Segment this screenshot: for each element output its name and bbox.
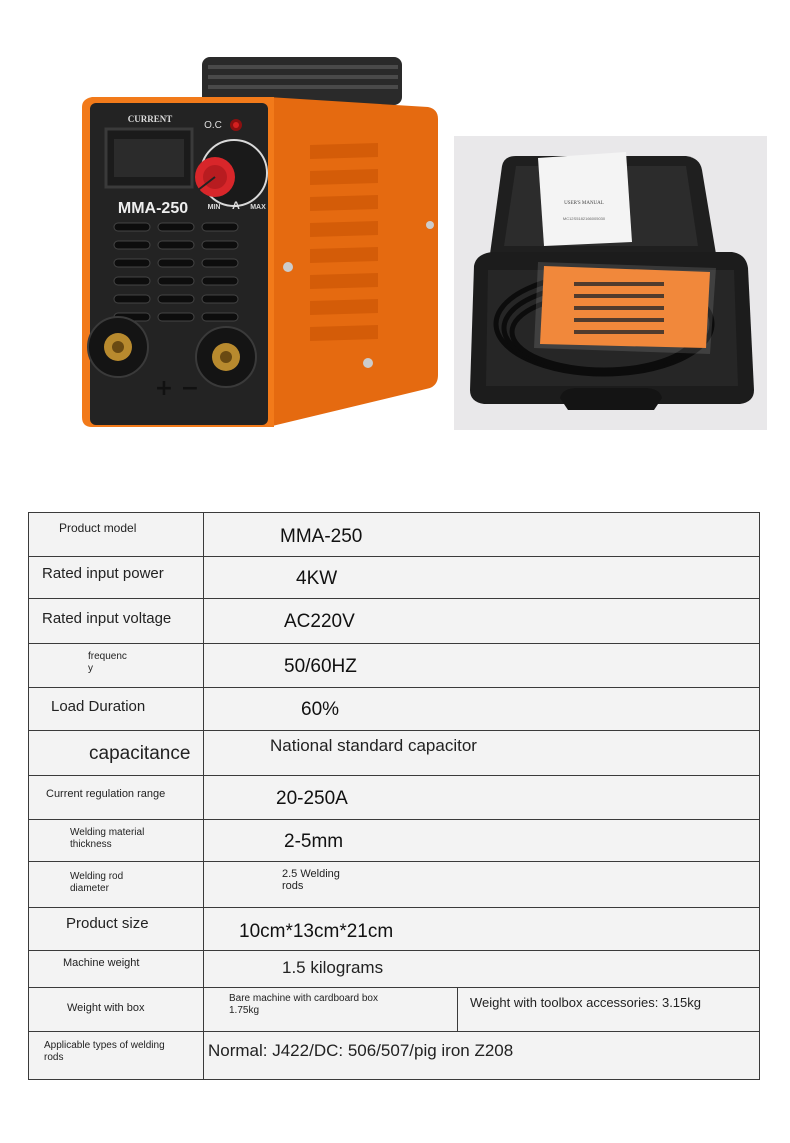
dial-max: MAX bbox=[250, 204, 266, 211]
table-row bbox=[29, 731, 760, 776]
spec-value-line1: 2.5 Welding bbox=[282, 867, 340, 880]
spec-value: 1.5 kilograms bbox=[282, 958, 384, 977]
spec-label-line2: y bbox=[88, 662, 93, 674]
terminal-negative bbox=[196, 327, 256, 387]
toolbox-photo bbox=[454, 136, 767, 430]
spec-label-line2: rods bbox=[44, 1051, 64, 1063]
spec-value-b: Weight with toolbox accessories: 3.15kg bbox=[470, 995, 701, 1010]
screw bbox=[363, 358, 373, 368]
spec-label-line2: thickness bbox=[70, 838, 112, 850]
spec-value: 20-250A bbox=[276, 787, 348, 809]
spec-label: Current regulation range bbox=[46, 787, 166, 800]
table-row bbox=[29, 513, 760, 557]
spec-label: Rated input voltage bbox=[42, 609, 172, 627]
welder-in-case bbox=[534, 262, 716, 354]
dial-min: MIN bbox=[207, 204, 221, 211]
screw bbox=[283, 262, 293, 272]
spec-value: 50/60HZ bbox=[284, 655, 357, 677]
screw bbox=[426, 221, 434, 229]
table-row bbox=[29, 644, 760, 688]
spec-label-line1: frequenc bbox=[88, 650, 127, 662]
case-handle bbox=[560, 388, 662, 410]
spec-value: National standard capacitor bbox=[270, 736, 477, 755]
terminal-positive bbox=[88, 317, 148, 377]
spec-value: MMA-250 bbox=[280, 525, 363, 547]
spec-label: Load Duration bbox=[51, 697, 146, 715]
spec-table bbox=[28, 512, 760, 1080]
panel-model: MMA-250 bbox=[117, 200, 189, 217]
spec-value: 10cm*13cm*21cm bbox=[239, 921, 394, 942]
indicator-label: O.C bbox=[204, 120, 222, 131]
table-row bbox=[29, 1032, 760, 1080]
terminal-plus-label: + bbox=[154, 376, 174, 401]
spec-value: AC220V bbox=[284, 611, 355, 632]
spec-value: 4KW bbox=[296, 567, 338, 589]
table-row bbox=[29, 557, 760, 599]
welder-photo bbox=[78, 55, 440, 430]
table-row bbox=[29, 776, 760, 820]
spec-value: 60% bbox=[301, 699, 340, 720]
spec-label: Machine weight bbox=[63, 957, 140, 969]
user-manual bbox=[538, 152, 632, 246]
manual-title: USER'S MANUAL bbox=[564, 201, 604, 206]
panel-brand: CURRENT bbox=[127, 114, 173, 124]
table-row bbox=[29, 988, 760, 1032]
spec-label-line1: Welding rod bbox=[70, 870, 124, 882]
spec-label-line1: Applicable types of welding bbox=[44, 1039, 165, 1051]
spec-label: Product model bbox=[59, 520, 137, 535]
table-row bbox=[29, 688, 760, 731]
table-row bbox=[29, 862, 760, 908]
spec-label: Rated input power bbox=[42, 565, 164, 582]
table-row bbox=[29, 820, 760, 862]
spec-label: capacitance bbox=[89, 743, 191, 764]
table-row bbox=[29, 908, 760, 951]
spec-value-line2: rods bbox=[282, 879, 304, 892]
spec-value-a-line1: Bare machine with cardboard box bbox=[229, 992, 378, 1004]
spec-label-line1: Welding material bbox=[70, 826, 145, 838]
dial-unit: A bbox=[232, 200, 240, 212]
spec-label-line2: diameter bbox=[70, 882, 109, 894]
spec-value: 2-5mm bbox=[284, 830, 344, 852]
terminal-minus-label: − bbox=[180, 376, 200, 401]
spec-value: Normal: J422/DC: 506/507/pig iron Z208 bbox=[208, 1040, 514, 1060]
spec-value-a-line2: 1.75kg bbox=[229, 1004, 260, 1016]
table-row bbox=[29, 599, 760, 644]
table-row bbox=[29, 951, 760, 988]
spec-label: Product size bbox=[66, 914, 149, 932]
spec-label: Weight with box bbox=[67, 1001, 145, 1014]
manual-code: MC12S5182166005030 bbox=[562, 216, 606, 221]
